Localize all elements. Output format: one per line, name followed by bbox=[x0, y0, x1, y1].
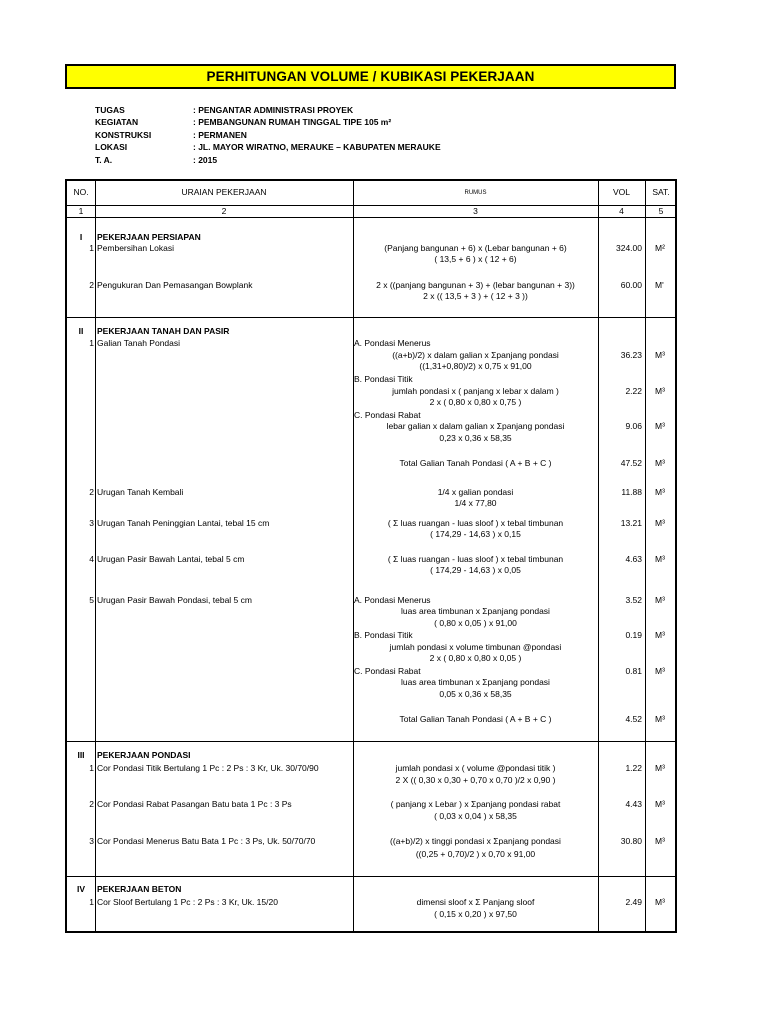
column-divider bbox=[95, 181, 96, 931]
volume-value: 30.80 bbox=[620, 836, 642, 846]
row-divider bbox=[67, 741, 675, 742]
item-number: 2 bbox=[89, 280, 94, 290]
volume-value: 4.52 bbox=[625, 714, 642, 724]
unit: M³ bbox=[655, 799, 665, 809]
formula: luas area timbunan x Σpanjang pondasi bbox=[401, 606, 550, 616]
item-number: 3 bbox=[89, 836, 94, 846]
unit: M³ bbox=[655, 518, 665, 528]
unit: M³ bbox=[655, 763, 665, 773]
info-value: : PEMBANGUNAN RUMAH TINGGAL TIPE 105 m² bbox=[193, 117, 392, 128]
volume-value: 0.81 bbox=[625, 666, 642, 676]
volume-value: 9.06 bbox=[625, 421, 642, 431]
unit: M' bbox=[655, 280, 664, 290]
formula: 1/4 x galian pondasi bbox=[437, 487, 514, 497]
info-value: : JL. MAYOR WIRATNO, MERAUKE – KABUPATEN MERAUKE bbox=[193, 142, 441, 153]
formula-label: C. Pondasi Rabat bbox=[354, 666, 421, 676]
volume-value: 4.63 bbox=[625, 554, 642, 564]
item-number: 2 bbox=[89, 799, 94, 809]
unit: M³ bbox=[655, 554, 665, 564]
formula-label: A. Pondasi Menerus bbox=[354, 338, 431, 348]
formula: ( 0,15 x 0,20 ) x 97,50 bbox=[434, 909, 517, 919]
unit: M³ bbox=[655, 714, 665, 724]
formula: Total Galian Tanah Pondasi ( A + B + C ) bbox=[399, 458, 552, 468]
header-col-number: 5 bbox=[658, 206, 664, 216]
header-rumus: RUMUS bbox=[464, 190, 487, 196]
unit: M³ bbox=[655, 595, 665, 605]
info-label: TUGAS bbox=[95, 105, 125, 115]
formula: 0,05 x 0,36 x 58,35 bbox=[439, 689, 512, 699]
volume-table bbox=[65, 179, 677, 933]
unit: M² bbox=[655, 243, 665, 253]
section-number: III bbox=[77, 750, 85, 760]
unit: M³ bbox=[655, 897, 665, 907]
volume-value: 1.22 bbox=[625, 763, 642, 773]
header-no: NO. bbox=[73, 187, 89, 197]
info-label: KEGIATAN bbox=[95, 117, 139, 128]
item-description: Urugan Pasir Bawah Lantai, tebal 5 cm bbox=[97, 554, 245, 564]
formula: 2 x ( 0,80 x 0,80 x 0,75 ) bbox=[429, 397, 522, 407]
volume-value: 13.21 bbox=[620, 518, 642, 528]
volume-value: 2.49 bbox=[625, 897, 642, 907]
header-col-number: 4 bbox=[619, 206, 624, 216]
item-description: Pembersihan Lokasi bbox=[97, 243, 175, 253]
item-number: 2 bbox=[89, 487, 94, 497]
row-divider bbox=[67, 217, 675, 218]
header-col-number: 1 bbox=[78, 206, 84, 216]
formula: ( 174,29 - 14,63 ) x 0,15 bbox=[430, 529, 521, 539]
unit: M³ bbox=[655, 386, 665, 396]
item-description: Urugan Tanah Peninggian Lantai, tebal 15 cm bbox=[97, 518, 270, 528]
header-col-number: 3 bbox=[473, 206, 478, 216]
header-uraian: URAIAN PEKERJAAN bbox=[181, 187, 267, 197]
formula: ( 0,03 x 0,04 ) x 58,35 bbox=[434, 811, 517, 821]
unit: M³ bbox=[655, 836, 665, 846]
formula: ( Σ luas ruangan - luas sloof ) x tebal timbunan bbox=[387, 554, 564, 564]
formula: ( panjang x Lebar ) x Σpanjang pondasi rabat bbox=[390, 799, 561, 809]
formula: jumlah pondasi x ( volume @pondasi titik ) bbox=[395, 763, 556, 773]
header-sat: SAT. bbox=[652, 187, 670, 197]
item-description: Pengukuran Dan Pemasangan Bowplank bbox=[97, 280, 253, 290]
header-vol: VOL bbox=[612, 187, 630, 197]
formula: ((a+b)/2) x tinggi pondasi x Σpanjang pondasi bbox=[390, 836, 561, 846]
item-description: Cor Pondasi Titik Bertulang 1 Pc : 2 Ps : 3 Kr, Uk. 30/70/90 bbox=[97, 763, 319, 773]
formula: ( 13,5 + 6 ) x ( 12 + 6) bbox=[434, 254, 517, 264]
formula: ((0,25 + 0,70)/2 ) x 0,70 x 91,00 bbox=[415, 849, 536, 859]
info-value: : 2015 bbox=[193, 154, 218, 165]
item-description: Cor Sloof Bertulang 1 Pc : 2 Ps : 3 Kr, Uk. 15/20 bbox=[97, 897, 278, 907]
unit: M³ bbox=[655, 458, 665, 468]
formula-label: B. Pondasi Titik bbox=[354, 374, 413, 384]
volume-value: 47.52 bbox=[620, 458, 642, 468]
section-title: PEKERJAAN TANAH DAN PASIR bbox=[97, 326, 230, 336]
item-description: Urugan Pasir Bawah Pondasi, tebal 5 cm bbox=[97, 595, 252, 605]
unit: M³ bbox=[655, 630, 665, 640]
item-description: Cor Pondasi Rabat Pasangan Batu bata 1 Pc : 3 Ps bbox=[97, 799, 292, 809]
unit: M³ bbox=[655, 421, 665, 431]
formula: ( 0,80 x 0,05 ) x 91,00 bbox=[434, 618, 517, 628]
info-value: : PENGANTAR ADMINISTRASI PROYEK bbox=[193, 105, 354, 115]
header-col-number: 2 bbox=[221, 206, 227, 216]
volume-value: 2.22 bbox=[625, 386, 642, 396]
volume-value: 0.19 bbox=[625, 630, 642, 640]
formula: jumlah pondasi x ( panjang x lebar x dalam ) bbox=[392, 386, 559, 396]
volume-value: 60.00 bbox=[620, 280, 642, 290]
formula: ((a+b)/2) x dalam galian x Σpanjang pondasi bbox=[392, 350, 559, 360]
section-number: II bbox=[78, 326, 84, 336]
formula: 2 x ((panjang bangunan + 3) + (lebar bangunan + 3)) bbox=[376, 280, 575, 290]
row-divider bbox=[67, 317, 675, 318]
item-number: 3 bbox=[89, 518, 94, 528]
formula-label: C. Pondasi Rabat bbox=[354, 410, 421, 420]
formula: 2 X (( 0,30 x 0,30 + 0,70 x 0,70 )/2 x 0,90 ) bbox=[395, 775, 556, 785]
formula: ( Σ luas ruangan - luas sloof ) x tebal timbunan bbox=[387, 518, 564, 528]
formula: (Panjang bangunan + 6) x (Lebar bangunan + 6) bbox=[384, 243, 567, 253]
item-number: 1 bbox=[89, 243, 94, 253]
item-number: 1 bbox=[89, 897, 94, 907]
item-description: Cor Pondasi Menerus Batu Bata 1 Pc : 3 Ps, Uk. 50/70/70 bbox=[97, 836, 316, 846]
formula: 2 x (( 13,5 + 3 ) + ( 12 + 3 )) bbox=[423, 291, 528, 301]
section-number: IV bbox=[76, 884, 86, 894]
volume-value: 36.23 bbox=[620, 350, 642, 360]
volume-value: 3.52 bbox=[625, 595, 642, 605]
formula: luas area timbunan x Σpanjang pondasi bbox=[401, 677, 550, 687]
item-number: 1 bbox=[89, 338, 94, 348]
item-description: Urugan Tanah Kembali bbox=[97, 487, 184, 497]
formula-label: B. Pondasi Titik bbox=[354, 630, 413, 640]
formula: ( 174,29 - 14,63 ) x 0,05 bbox=[430, 565, 521, 575]
section-title: PEKERJAAN PERSIAPAN bbox=[97, 232, 201, 242]
item-number: 5 bbox=[89, 595, 94, 605]
info-value: : PERMANEN bbox=[193, 129, 247, 140]
section-title: PEKERJAAN BETON bbox=[97, 884, 182, 894]
item-number: 4 bbox=[89, 554, 94, 564]
unit: M³ bbox=[655, 350, 665, 360]
volume-value: 4.43 bbox=[625, 799, 642, 809]
info-label: LOKASI bbox=[95, 142, 128, 153]
formula: 0,23 x 0,36 x 58,35 bbox=[439, 433, 512, 443]
formula: 1/4 x 77,80 bbox=[454, 498, 497, 508]
volume-value: 11.88 bbox=[621, 487, 642, 497]
unit: M³ bbox=[655, 666, 665, 676]
formula: jumlah pondasi x volume timbunan @pondasi bbox=[389, 642, 562, 652]
page-title: PERHITUNGAN VOLUME / KUBIKASI PEKERJAAN bbox=[65, 64, 676, 89]
section-number: I bbox=[79, 232, 83, 242]
formula: 2 x ( 0,80 x 0,80 x 0,05 ) bbox=[429, 653, 522, 663]
volume-value: 324.00 bbox=[616, 243, 642, 253]
column-divider bbox=[645, 181, 646, 931]
formula: Total Galian Tanah Pondasi ( A + B + C ) bbox=[399, 714, 552, 724]
unit: M³ bbox=[655, 487, 665, 497]
formula: lebar galian x dalam galian x Σpanjang pondasi bbox=[386, 421, 565, 431]
row-divider bbox=[67, 876, 675, 877]
info-label: KONSTRUKSI bbox=[95, 129, 152, 140]
item-description: Galian Tanah Pondasi bbox=[97, 338, 181, 348]
formula: dimensi sloof x Σ Panjang sloof bbox=[416, 897, 535, 907]
formula-label: A. Pondasi Menerus bbox=[354, 595, 431, 605]
section-title: PEKERJAAN PONDASI bbox=[97, 750, 191, 760]
info-label: T. A. bbox=[95, 154, 113, 165]
formula: ((1,31+0,80)/2) x 0,75 x 91,00 bbox=[419, 361, 532, 371]
item-number: 1 bbox=[89, 763, 94, 773]
